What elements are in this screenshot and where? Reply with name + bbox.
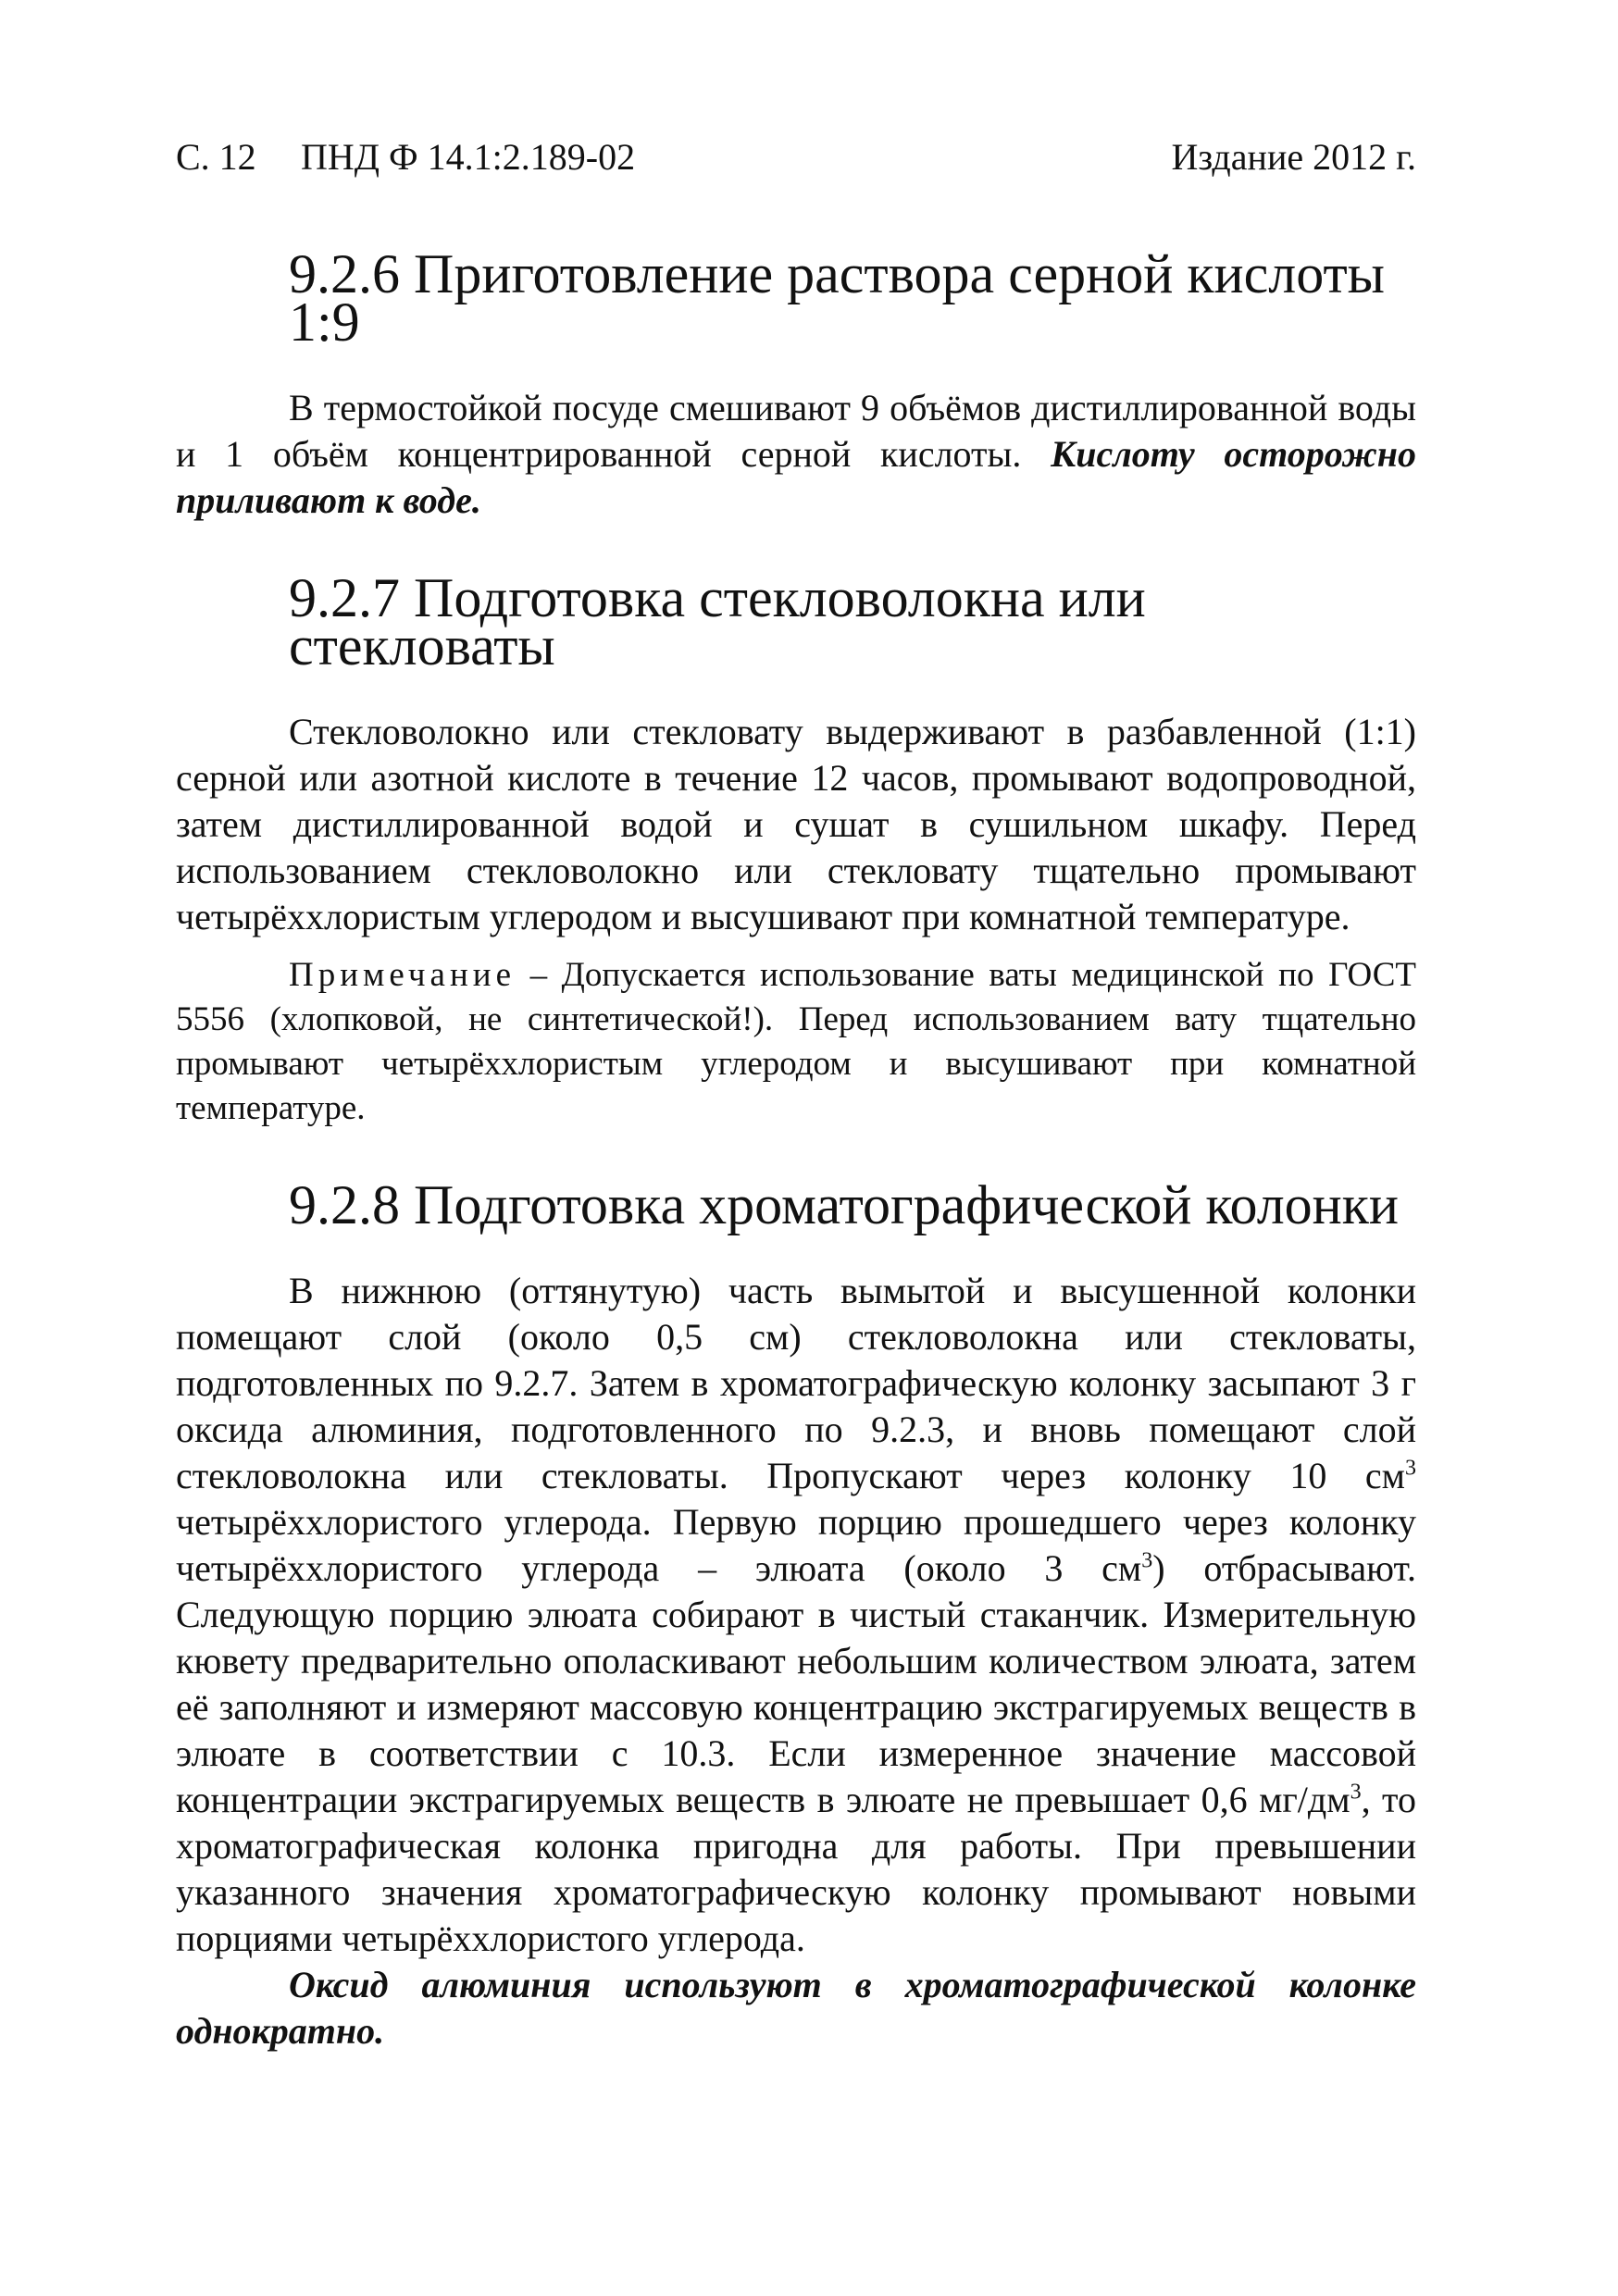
note-paragraph	[176, 953, 1416, 1131]
paragraph-text-part-1: В нижнюю (оттянутую) часть вымытой и высушенной колонки помещают слой (около 0,5 см) стекловолокна или стекловаты, подготовленных по 9.2.7. Затем в хроматографическую колонку засыпают 3 г оксида алюминия, подготовленного по 9.2.3, и вновь помещают слой стекловолокна или стекловаты. Пропускают через колонку 10 см	[176, 1270, 1416, 1496]
page-number: С. 12	[176, 136, 256, 178]
document-code: ПНД Ф 14.1:2.189-02	[301, 136, 636, 178]
document-body	[176, 243, 1417, 2054]
edition-label: Издание 2012 г.	[1171, 136, 1416, 178]
paragraph-text-part-3: ) отбрасывают. Следующую порцию элюата собирают в чистый стаканчик. Измерительную кювету предварительно ополаскивают небольшим количеством элюата, затем её заполняют и измеряют массовую концентрацию экстрагируемых веществ в элюате в соответствии с 10.3. Если измеренное значение массовой концентрации экстрагируемых веществ в элюате не превышает 0,6 мг/дм	[176, 1547, 1416, 1820]
note-label: Примечание	[289, 956, 516, 994]
note-text: – Допускается использование ваты медицинской по ГОСТ 5556 (хлопковой, не синтетической!). Перед использованием вату тщательно промывают четырёххлористым углеродом и высушивают при комнатной температуре.	[176, 956, 1416, 1127]
section-heading-9-2-8: 9.2.8 Подготовка хроматографической колонки	[289, 1174, 1400, 1235]
superscript-dm3: 3	[1350, 1780, 1362, 1805]
section-heading-9-2-6: 9.2.6 Приготовление раствора серной кислоты 1:9	[289, 243, 1385, 353]
section-heading-9-2-7: 9.2.7 Подготовка стекловолокна или стекловаты	[289, 567, 1146, 676]
final-emphasis-paragraph: Оксид алюминия используют в хроматографической колонке однократно.	[176, 1964, 1416, 2052]
section-text-9-2-8	[176, 1268, 1416, 1962]
section-text-9-2-6	[176, 385, 1416, 524]
paragraph-text-part-2: четырёххлористого углерода. Первую порцию прошедшего через колонку четырёххлористого углерода – элюата (около 3 см	[176, 1501, 1416, 1589]
section-text-9-2-7: Стекловолокно или стекловату выдерживают в разбавленной (1:1) серной или азотной кислоте в течение 12 часов, промывают водопроводной, затем дистиллированной водой и сушат в сушильном шкафу. Перед использованием стекловолокно или стекловату тщательно промывают четырёххлористым углеродом и высушивают при комнатной температуре.	[176, 711, 1416, 937]
superscript-cm3: 3	[1141, 1548, 1153, 1573]
emphasis-text: Кислоту осторожно приливают к воде.	[176, 433, 1416, 521]
paragraph-text: В термостойкой посуде смешивают 9 объёмов дистиллированной воды и 1 объём концентрированной серной кислоты.	[176, 387, 1416, 475]
page-header	[176, 130, 1416, 185]
paragraph-text-part-4: , то хроматографическая колонка пригодна для работы. При превышении указанного значения хроматографическую колонку промывают новыми порциями четырёххлористого углерода.	[176, 1779, 1417, 1959]
superscript-cm3: 3	[1405, 1456, 1416, 1481]
